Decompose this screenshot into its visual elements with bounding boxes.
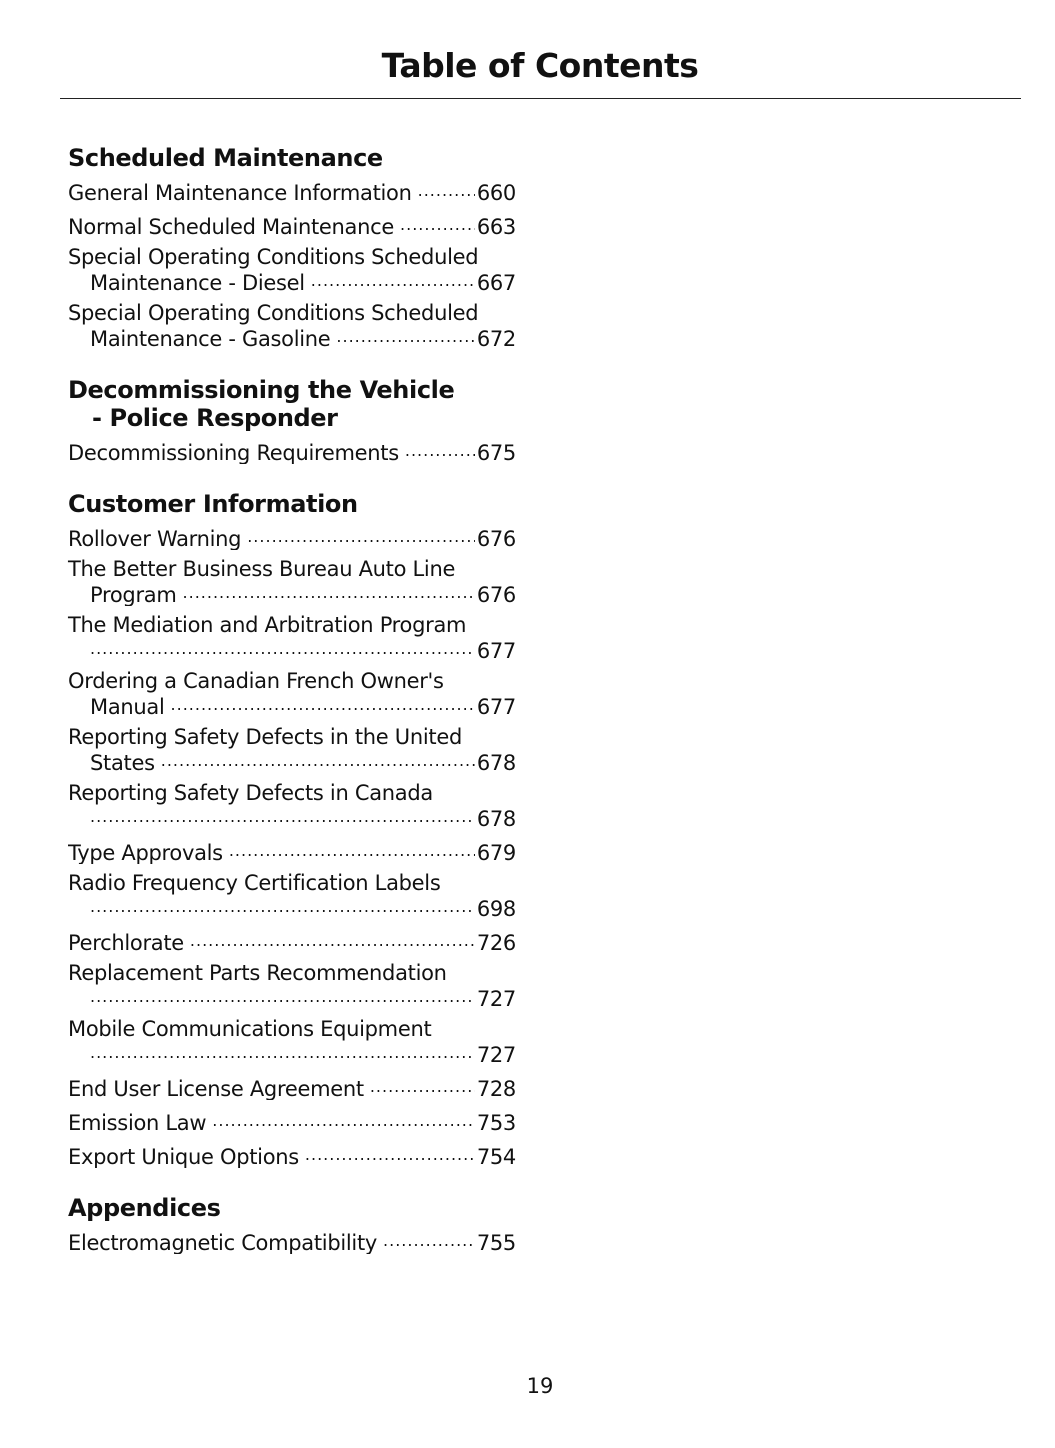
entry-page-number: 675 [476,441,516,464]
entry-page-number: 677 [476,639,516,662]
toc-entry[interactable] [68,524,516,550]
toc-entry[interactable] [68,178,516,204]
entry-page-number: 727 [476,987,516,1010]
entry-title-continued: Maintenance - Diesel [90,271,305,294]
entry-title: Replacement Parts Recommendation [68,961,447,985]
entry-title: The Mediation and Arbitration Program [68,613,467,637]
entry-title: Ordering a Canadian French Owner's [68,669,444,693]
entry-page-number: 698 [476,897,516,920]
entry-page-number: 676 [476,527,516,550]
toc-entry[interactable] [68,670,516,718]
dot-leader [370,1074,475,1096]
toc-section-customer-information [68,490,516,1168]
entry-page-number: 679 [476,841,516,864]
toc-entry[interactable] [68,928,516,954]
dot-leader [418,178,475,200]
section-heading-continued: - Police Responder [92,404,338,432]
dot-leader [247,524,475,546]
entry-page-number: 726 [476,931,516,954]
dot-leader [305,1142,475,1164]
entry-title: Type Approvals [68,841,223,864]
entry-title: Perchlorate [68,931,184,954]
page-title: Table of Contents [381,46,699,85]
entry-page-number: 667 [476,271,516,294]
entry-title: Reporting Safety Defects in Canada [68,781,433,805]
toc-entry[interactable] [68,1228,516,1254]
toc-entry[interactable] [68,1108,516,1134]
entry-title-continued: Program [90,583,177,606]
entry-page-number: 663 [476,215,516,238]
dot-leader [90,984,475,1006]
toc-entry[interactable] [68,246,516,294]
section-heading [68,376,516,432]
dot-leader [90,894,475,916]
toc-entry[interactable] [68,212,516,238]
toc-entry[interactable] [68,438,516,464]
toc-entry[interactable] [68,782,516,830]
dot-leader [383,1228,475,1250]
dot-leader [90,1040,475,1062]
entry-title: Decommissioning Requirements [68,441,399,464]
section-heading: Scheduled Maintenance [68,144,383,172]
entry-title-continued: Maintenance - Gasoline [90,327,331,350]
entry-title-continued: Manual [90,695,165,718]
entry-page-number: 754 [476,1145,516,1168]
entry-title: General Maintenance Information [68,181,412,204]
entry-title: Export Unique Options [68,1145,299,1168]
toc-entry[interactable] [68,1142,516,1168]
dot-leader [336,324,474,346]
dot-leader [161,748,475,770]
entry-page-number: 678 [476,751,516,774]
entry-page-number: 676 [476,583,516,606]
section-heading-line: Decommissioning the Vehicle [68,376,455,404]
dot-leader [183,580,475,602]
toc-entry[interactable] [68,1018,516,1066]
title-divider [60,98,1021,99]
toc-entry[interactable] [68,872,516,920]
entry-title: Special Operating Conditions Scheduled [68,301,479,325]
entry-page-number: 755 [476,1231,516,1254]
entry-page-number: 677 [476,695,516,718]
dot-leader [90,636,475,658]
entry-title-continued: States [90,751,155,774]
entry-title: The Better Business Bureau Auto Line [68,557,456,581]
toc-section-appendices [68,1194,516,1254]
section-heading: Appendices [68,1194,221,1222]
dot-leader [190,928,475,950]
entry-page-number: 727 [476,1043,516,1066]
entry-title: Emission Law [68,1111,207,1134]
toc-section-decommissioning [68,376,516,464]
toc-entry[interactable] [68,1074,516,1100]
entry-page-number: 753 [476,1111,516,1134]
dot-leader [212,1108,475,1130]
table-of-contents [68,144,516,1280]
entry-title: Rollover Warning [68,527,242,550]
toc-entry[interactable] [68,302,516,350]
toc-section-scheduled-maintenance [68,144,516,350]
page-number: 19 [526,1374,554,1398]
entry-title: Electromagnetic Compatibility [68,1231,378,1254]
toc-entry[interactable] [68,614,516,662]
dot-leader [311,268,475,290]
entry-title: Normal Scheduled Maintenance [68,215,395,238]
entry-title: Radio Frequency Certification Labels [68,871,441,895]
toc-entry[interactable] [68,726,516,774]
entry-page-number: 660 [476,181,516,204]
dot-leader [229,838,475,860]
entry-title: End User License Agreement [68,1077,364,1100]
entry-title: Special Operating Conditions Scheduled [68,245,479,269]
entry-page-number: 678 [476,807,516,830]
dot-leader [405,438,475,460]
dot-leader [90,804,475,826]
entry-title: Mobile Communications Equipment [68,1017,432,1041]
toc-entry[interactable] [68,838,516,864]
toc-entry[interactable] [68,962,516,1010]
dot-leader [400,212,475,234]
section-heading: Customer Information [68,490,358,518]
entry-page-number: 672 [476,327,516,350]
entry-title: Reporting Safety Defects in the United [68,725,462,749]
toc-entry[interactable] [68,558,516,606]
entry-page-number: 728 [476,1077,516,1100]
dot-leader [171,692,475,714]
